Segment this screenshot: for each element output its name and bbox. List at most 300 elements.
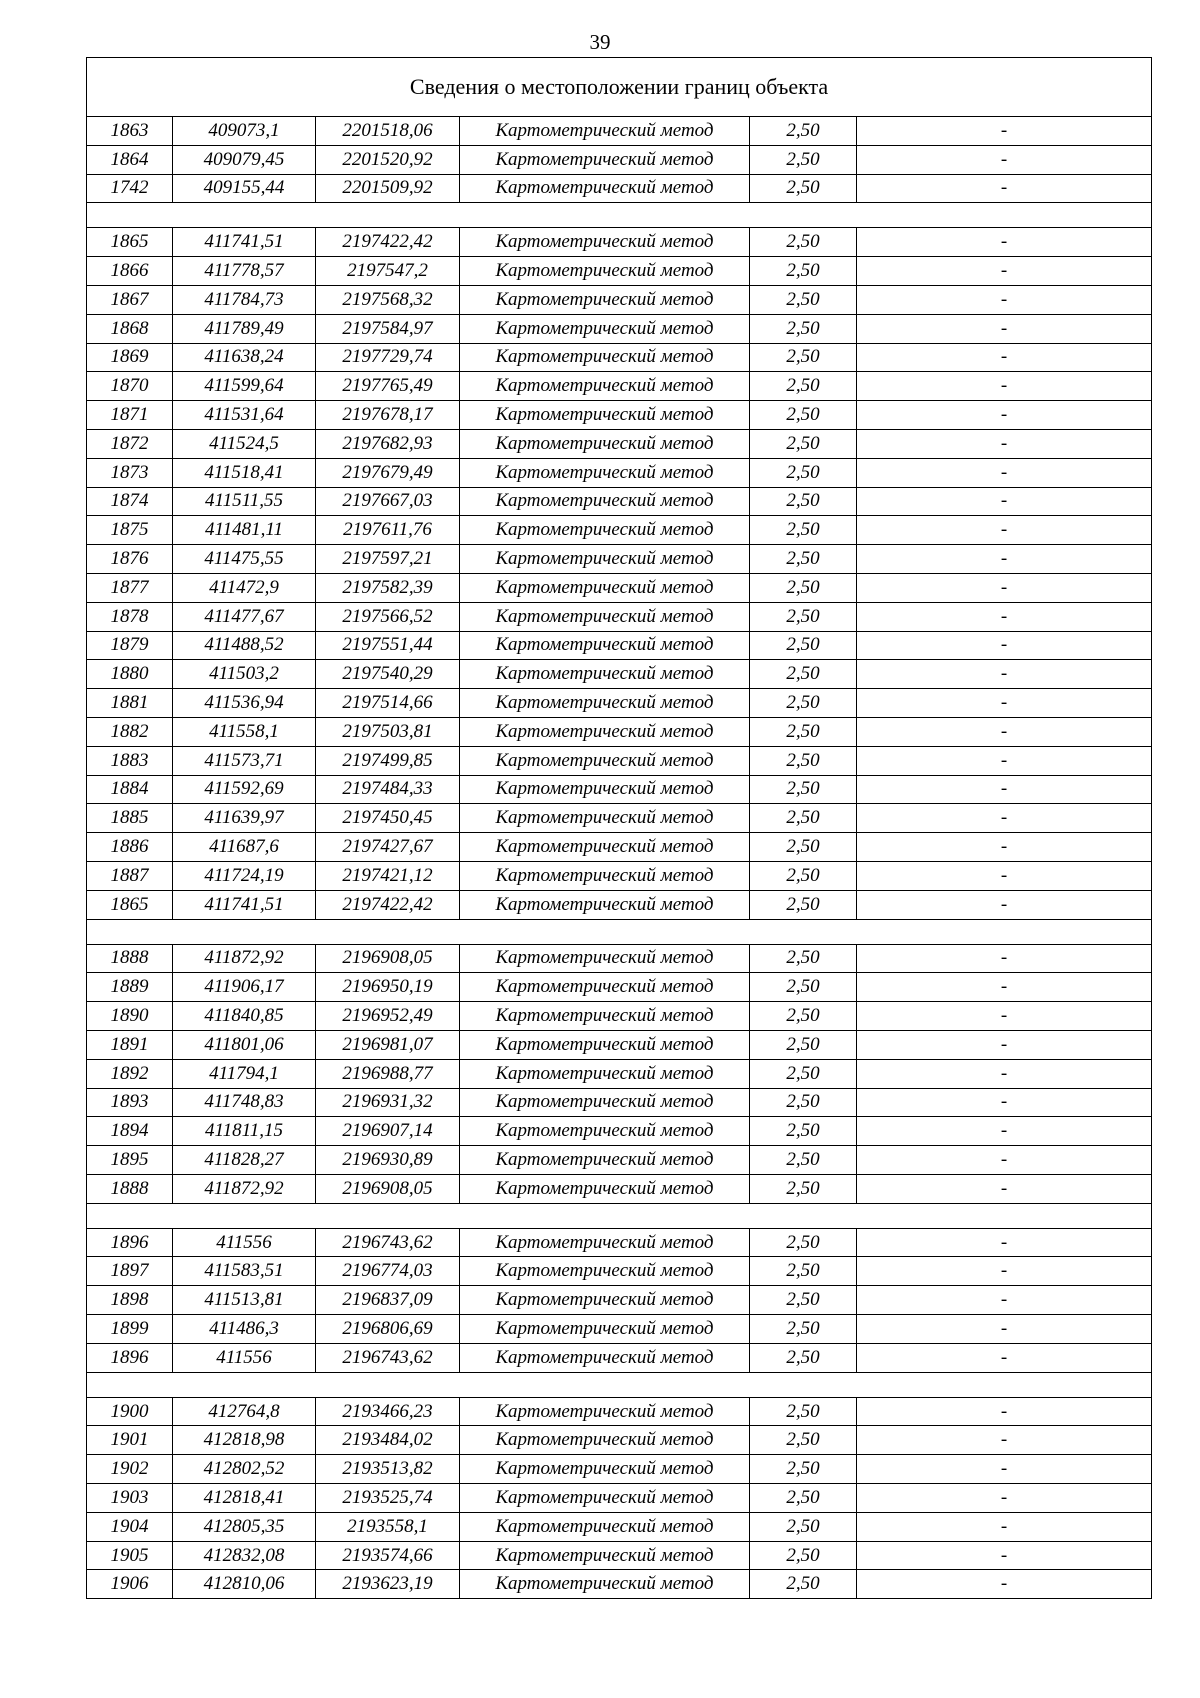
table-row [87,1512,1152,1541]
description-cell: - [857,285,1152,314]
x-coordinate-cell: 411486,3 [173,1315,316,1344]
method-cell: Картометрический метод [460,1059,750,1088]
x-coordinate-cell: 411583,51 [173,1257,316,1286]
precision-cell: 2,50 [750,717,857,746]
description-cell: - [857,145,1152,174]
point-number-cell: 1884 [87,775,173,804]
y-coordinate-cell: 2197551,44 [316,631,460,660]
precision-cell: 2,50 [750,1343,857,1372]
precision-cell: 2,50 [750,689,857,718]
method-cell: Картометрический метод [460,1397,750,1426]
point-number-cell: 1898 [87,1286,173,1315]
x-coordinate-cell: 411794,1 [173,1059,316,1088]
x-coordinate-cell: 412818,41 [173,1484,316,1513]
table-row [87,973,1152,1002]
table-row [87,117,1152,146]
precision-cell: 2,50 [750,429,857,458]
precision-cell: 2,50 [750,861,857,890]
y-coordinate-cell: 2196908,05 [316,944,460,973]
y-coordinate-cell: 2197678,17 [316,401,460,430]
x-coordinate-cell: 411472,9 [173,573,316,602]
method-cell: Картометрический метод [460,1343,750,1372]
x-coordinate-cell: 411784,73 [173,285,316,314]
x-coordinate-cell: 411513,81 [173,1286,316,1315]
method-cell: Картометрический метод [460,717,750,746]
precision-cell: 2,50 [750,285,857,314]
description-cell: - [857,973,1152,1002]
y-coordinate-cell: 2193484,02 [316,1426,460,1455]
y-coordinate-cell: 2193525,74 [316,1484,460,1513]
precision-cell: 2,50 [750,973,857,1002]
x-coordinate-cell: 411801,06 [173,1030,316,1059]
precision-cell: 2,50 [750,1088,857,1117]
x-coordinate-cell: 411872,92 [173,1174,316,1203]
precision-cell: 2,50 [750,1059,857,1088]
method-cell: Картометрический метод [460,1030,750,1059]
table-title-row [87,58,1152,117]
method-cell: Картометрический метод [460,1315,750,1344]
method-cell: Картометрический метод [460,833,750,862]
x-coordinate-cell: 412802,52 [173,1455,316,1484]
precision-cell: 2,50 [750,660,857,689]
description-cell: - [857,1397,1152,1426]
table-row [87,602,1152,631]
precision-cell: 2,50 [750,1512,857,1541]
description-cell: - [857,174,1152,203]
precision-cell: 2,50 [750,1315,857,1344]
x-coordinate-cell: 411556 [173,1228,316,1257]
y-coordinate-cell: 2197427,67 [316,833,460,862]
table-row [87,1397,1152,1426]
point-number-cell: 1888 [87,944,173,973]
x-coordinate-cell: 411789,49 [173,314,316,343]
point-number-cell: 1870 [87,372,173,401]
point-number-cell: 1874 [87,487,173,516]
y-coordinate-cell: 2197503,81 [316,717,460,746]
description-cell: - [857,458,1152,487]
x-coordinate-cell: 412764,8 [173,1397,316,1426]
table-row [87,775,1152,804]
method-cell: Картометрический метод [460,1541,750,1570]
x-coordinate-cell: 411872,92 [173,944,316,973]
description-cell: - [857,1512,1152,1541]
method-cell: Картометрический метод [460,1426,750,1455]
method-cell: Картометрический метод [460,746,750,775]
table-row [87,573,1152,602]
precision-cell: 2,50 [750,1570,857,1599]
x-coordinate-cell: 411511,55 [173,487,316,516]
y-coordinate-cell: 2197499,85 [316,746,460,775]
y-coordinate-cell: 2197729,74 [316,343,460,372]
precision-cell: 2,50 [750,257,857,286]
method-cell: Картометрический метод [460,861,750,890]
description-cell: - [857,573,1152,602]
x-coordinate-cell: 411556 [173,1343,316,1372]
y-coordinate-cell: 2196950,19 [316,973,460,1002]
description-cell: - [857,1117,1152,1146]
description-cell: - [857,343,1152,372]
y-coordinate-cell: 2197540,29 [316,660,460,689]
precision-cell: 2,50 [750,1397,857,1426]
description-cell: - [857,1343,1152,1372]
description-cell: - [857,775,1152,804]
method-cell: Картометрический метод [460,545,750,574]
table-row [87,1174,1152,1203]
x-coordinate-cell: 411748,83 [173,1088,316,1117]
y-coordinate-cell: 2196908,05 [316,1174,460,1203]
table-row [87,429,1152,458]
point-number-cell: 1886 [87,833,173,862]
method-cell: Картометрический метод [460,401,750,430]
method-cell: Картометрический метод [460,372,750,401]
y-coordinate-cell: 2197584,97 [316,314,460,343]
precision-cell: 2,50 [750,1117,857,1146]
table-row [87,1286,1152,1315]
precision-cell: 2,50 [750,746,857,775]
table-row [87,1343,1152,1372]
table-row [87,145,1152,174]
point-number-cell: 1867 [87,285,173,314]
point-number-cell: 1742 [87,174,173,203]
method-cell: Картометрический метод [460,343,750,372]
point-number-cell: 1875 [87,516,173,545]
method-cell: Картометрический метод [460,487,750,516]
y-coordinate-cell: 2196837,09 [316,1286,460,1315]
point-number-cell: 1896 [87,1228,173,1257]
table-row [87,174,1152,203]
precision-cell: 2,50 [750,1541,857,1570]
x-coordinate-cell: 411638,24 [173,343,316,372]
x-coordinate-cell: 411592,69 [173,775,316,804]
point-number-cell: 1901 [87,1426,173,1455]
point-number-cell: 1895 [87,1146,173,1175]
method-cell: Картометрический метод [460,573,750,602]
point-number-cell: 1891 [87,1030,173,1059]
y-coordinate-cell: 2197582,39 [316,573,460,602]
description-cell: - [857,890,1152,919]
page-number: 39 [589,30,611,54]
y-coordinate-cell: 2197484,33 [316,775,460,804]
table-row [87,1059,1152,1088]
method-cell: Картометрический метод [460,890,750,919]
method-cell: Картометрический метод [460,285,750,314]
point-number-cell: 1888 [87,1174,173,1203]
precision-cell: 2,50 [750,487,857,516]
y-coordinate-cell: 2197597,21 [316,545,460,574]
table-row [87,1228,1152,1257]
x-coordinate-cell: 411488,52 [173,631,316,660]
point-number-cell: 1871 [87,401,173,430]
method-cell: Картометрический метод [460,1117,750,1146]
description-cell: - [857,833,1152,862]
method-cell: Картометрический метод [460,1512,750,1541]
table-row [87,1315,1152,1344]
table-row [87,257,1152,286]
table-row [87,372,1152,401]
precision-cell: 2,50 [750,804,857,833]
point-number-cell: 1906 [87,1570,173,1599]
method-cell: Картометрический метод [460,1286,750,1315]
table-row [87,1257,1152,1286]
method-cell: Картометрический метод [460,1088,750,1117]
point-number-cell: 1880 [87,660,173,689]
y-coordinate-cell: 2196981,07 [316,1030,460,1059]
point-number-cell: 1881 [87,689,173,718]
description-cell: - [857,660,1152,689]
y-coordinate-cell: 2197566,52 [316,602,460,631]
description-cell: - [857,861,1152,890]
description-cell: - [857,516,1152,545]
y-coordinate-cell: 2201520,92 [316,145,460,174]
method-cell: Картометрический метод [460,429,750,458]
x-coordinate-cell: 411906,17 [173,973,316,1002]
y-coordinate-cell: 2197679,49 [316,458,460,487]
description-cell: - [857,1146,1152,1175]
y-coordinate-cell: 2197568,32 [316,285,460,314]
method-cell: Картометрический метод [460,458,750,487]
x-coordinate-cell: 409079,45 [173,145,316,174]
precision-cell: 2,50 [750,516,857,545]
separator-cell [87,1372,1152,1397]
description-cell: - [857,1257,1152,1286]
precision-cell: 2,50 [750,602,857,631]
description-cell: - [857,1059,1152,1088]
precision-cell: 2,50 [750,833,857,862]
x-coordinate-cell: 411477,67 [173,602,316,631]
table-row [87,746,1152,775]
method-cell: Картометрический метод [460,228,750,257]
method-cell: Картометрический метод [460,1570,750,1599]
method-cell: Картометрический метод [460,1146,750,1175]
precision-cell: 2,50 [750,174,857,203]
description-cell: - [857,1286,1152,1315]
table-row [87,314,1152,343]
method-cell: Картометрический метод [460,1484,750,1513]
x-coordinate-cell: 411573,71 [173,746,316,775]
x-coordinate-cell: 411687,6 [173,833,316,862]
point-number-cell: 1897 [87,1257,173,1286]
precision-cell: 2,50 [750,775,857,804]
method-cell: Картометрический метод [460,1174,750,1203]
method-cell: Картометрический метод [460,257,750,286]
point-number-cell: 1869 [87,343,173,372]
y-coordinate-cell: 2197765,49 [316,372,460,401]
point-number-cell: 1899 [87,1315,173,1344]
x-coordinate-cell: 411639,97 [173,804,316,833]
description-cell: - [857,1030,1152,1059]
method-cell: Картометрический метод [460,174,750,203]
method-cell: Картометрический метод [460,602,750,631]
y-coordinate-cell: 2197422,42 [316,228,460,257]
description-cell: - [857,1315,1152,1344]
x-coordinate-cell: 411724,19 [173,861,316,890]
table-row [87,285,1152,314]
x-coordinate-cell: 411536,94 [173,689,316,718]
point-number-cell: 1864 [87,145,173,174]
precision-cell: 2,50 [750,1455,857,1484]
precision-cell: 2,50 [750,228,857,257]
y-coordinate-cell: 2197682,93 [316,429,460,458]
y-coordinate-cell: 2197421,12 [316,861,460,890]
table-row [87,458,1152,487]
table-row [87,1088,1152,1117]
description-cell: - [857,314,1152,343]
precision-cell: 2,50 [750,1228,857,1257]
precision-cell: 2,50 [750,1030,857,1059]
y-coordinate-cell: 2196952,49 [316,1002,460,1031]
table-row [87,1030,1152,1059]
precision-cell: 2,50 [750,145,857,174]
x-coordinate-cell: 411531,64 [173,401,316,430]
x-coordinate-cell: 409073,1 [173,117,316,146]
point-number-cell: 1894 [87,1117,173,1146]
table-row [87,631,1152,660]
description-cell: - [857,401,1152,430]
contour-separator-row [87,919,1152,944]
x-coordinate-cell: 411503,2 [173,660,316,689]
method-cell: Картометрический метод [460,1002,750,1031]
x-coordinate-cell: 411599,64 [173,372,316,401]
point-number-cell: 1873 [87,458,173,487]
precision-cell: 2,50 [750,314,857,343]
table-title: Сведения о местоположении границ объекта [87,58,1152,117]
table-row [87,343,1152,372]
point-number-cell: 1879 [87,631,173,660]
precision-cell: 2,50 [750,545,857,574]
table-row [87,1484,1152,1513]
y-coordinate-cell: 2201518,06 [316,117,460,146]
precision-cell: 2,50 [750,343,857,372]
point-number-cell: 1903 [87,1484,173,1513]
point-number-cell: 1902 [87,1455,173,1484]
table-row [87,689,1152,718]
contour-separator-row [87,1372,1152,1397]
precision-cell: 2,50 [750,117,857,146]
table-row [87,228,1152,257]
method-cell: Картометрический метод [460,1257,750,1286]
table-row [87,545,1152,574]
separator-cell [87,919,1152,944]
method-cell: Картометрический метод [460,314,750,343]
x-coordinate-cell: 411481,11 [173,516,316,545]
table-row [87,1117,1152,1146]
y-coordinate-cell: 2193574,66 [316,1541,460,1570]
point-number-cell: 1905 [87,1541,173,1570]
table-row [87,944,1152,973]
method-cell: Картометрический метод [460,660,750,689]
description-cell: - [857,717,1152,746]
method-cell: Картометрический метод [460,631,750,660]
precision-cell: 2,50 [750,401,857,430]
point-number-cell: 1892 [87,1059,173,1088]
point-number-cell: 1882 [87,717,173,746]
x-coordinate-cell: 412818,98 [173,1426,316,1455]
description-cell: - [857,429,1152,458]
separator-cell [87,203,1152,228]
description-cell: - [857,228,1152,257]
description-cell: - [857,631,1152,660]
precision-cell: 2,50 [750,890,857,919]
table-row [87,833,1152,862]
x-coordinate-cell: 412832,08 [173,1541,316,1570]
precision-cell: 2,50 [750,944,857,973]
point-number-cell: 1865 [87,228,173,257]
y-coordinate-cell: 2197450,45 [316,804,460,833]
point-number-cell: 1863 [87,117,173,146]
description-cell: - [857,1455,1152,1484]
y-coordinate-cell: 2197667,03 [316,487,460,516]
table-row [87,1002,1152,1031]
table-row [87,487,1152,516]
point-number-cell: 1887 [87,861,173,890]
table-row [87,861,1152,890]
description-cell: - [857,944,1152,973]
x-coordinate-cell: 411828,27 [173,1146,316,1175]
x-coordinate-cell: 409155,44 [173,174,316,203]
x-coordinate-cell: 412810,06 [173,1570,316,1599]
y-coordinate-cell: 2196774,03 [316,1257,460,1286]
y-coordinate-cell: 2197422,42 [316,890,460,919]
x-coordinate-cell: 411840,85 [173,1002,316,1031]
method-cell: Картометрический метод [460,804,750,833]
x-coordinate-cell: 411475,55 [173,545,316,574]
y-coordinate-cell: 2196988,77 [316,1059,460,1088]
description-cell: - [857,1570,1152,1599]
description-cell: - [857,1002,1152,1031]
description-cell: - [857,1484,1152,1513]
y-coordinate-cell: 2201509,92 [316,174,460,203]
x-coordinate-cell: 411558,1 [173,717,316,746]
method-cell: Картометрический метод [460,1455,750,1484]
table-row [87,516,1152,545]
point-number-cell: 1889 [87,973,173,1002]
point-number-cell: 1885 [87,804,173,833]
table-row [87,890,1152,919]
y-coordinate-cell: 2196931,32 [316,1088,460,1117]
method-cell: Картометрический метод [460,973,750,1002]
table-row [87,1426,1152,1455]
y-coordinate-cell: 2193623,19 [316,1570,460,1599]
point-number-cell: 1896 [87,1343,173,1372]
y-coordinate-cell: 2193558,1 [316,1512,460,1541]
precision-cell: 2,50 [750,1426,857,1455]
method-cell: Картометрический метод [460,145,750,174]
y-coordinate-cell: 2193513,82 [316,1455,460,1484]
point-number-cell: 1878 [87,602,173,631]
description-cell: - [857,1426,1152,1455]
y-coordinate-cell: 2196743,62 [316,1343,460,1372]
table-row [87,1146,1152,1175]
boundary-table-container [86,57,1151,1599]
point-number-cell: 1890 [87,1002,173,1031]
point-number-cell: 1876 [87,545,173,574]
y-coordinate-cell: 2196907,14 [316,1117,460,1146]
precision-cell: 2,50 [750,1002,857,1031]
point-number-cell: 1900 [87,1397,173,1426]
point-number-cell: 1904 [87,1512,173,1541]
point-number-cell: 1866 [87,257,173,286]
y-coordinate-cell: 2197611,76 [316,516,460,545]
point-number-cell: 1872 [87,429,173,458]
separator-cell [87,1203,1152,1228]
boundary-coordinates-table [86,57,1152,1599]
table-row [87,1570,1152,1599]
description-cell: - [857,746,1152,775]
point-number-cell: 1883 [87,746,173,775]
y-coordinate-cell: 2196930,89 [316,1146,460,1175]
precision-cell: 2,50 [750,631,857,660]
point-number-cell: 1865 [87,890,173,919]
